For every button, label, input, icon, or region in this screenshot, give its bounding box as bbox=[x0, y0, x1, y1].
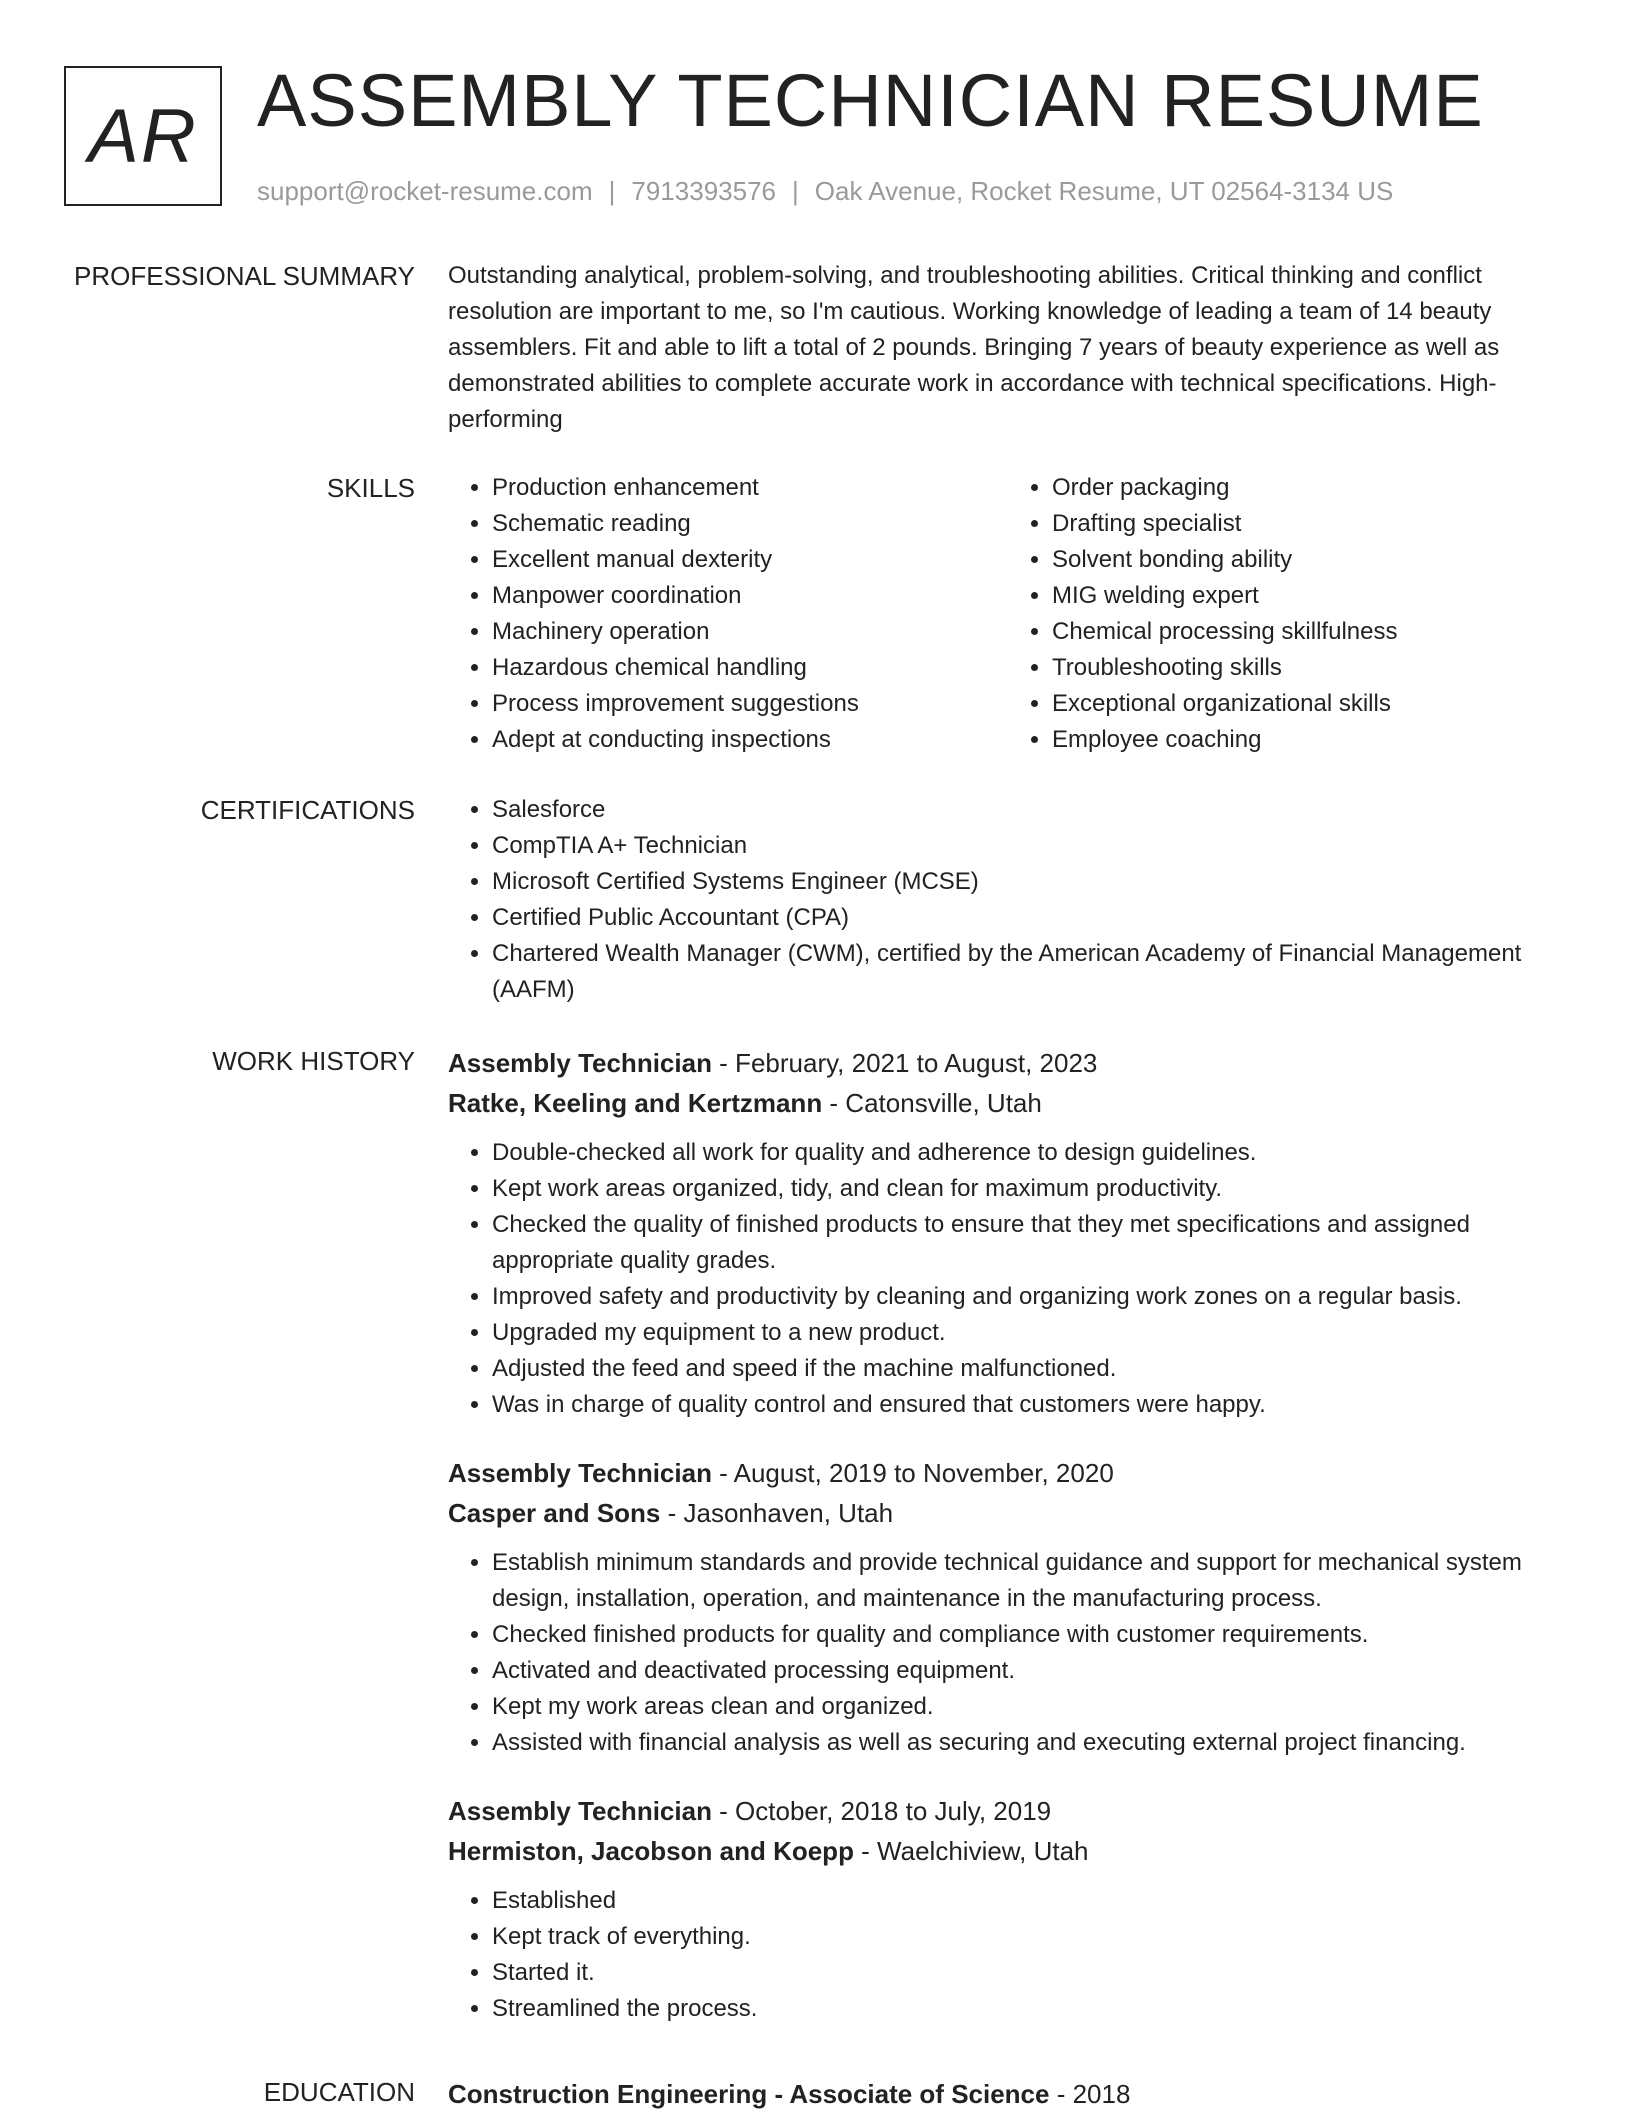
job-bullets bbox=[448, 1545, 1568, 1761]
job-dates: - October, 2018 to July, 2019 bbox=[711, 1796, 1052, 1826]
list-item: • Improved safety and productivity by cleaning and organizing work zones on a regular basis. bbox=[492, 1279, 1568, 1315]
contact-separator: | bbox=[608, 176, 616, 206]
list-item: • Solvent bonding ability bbox=[1052, 542, 1568, 578]
monogram-logo: AR bbox=[64, 66, 222, 206]
list-item: • Chemical processing skillfulness bbox=[1052, 614, 1568, 650]
job-company: Hermiston, Jacobson and Koepp bbox=[448, 1836, 854, 1866]
certifications-list bbox=[448, 792, 1568, 1008]
list-item: • Checked finished products for quality and compliance with customer requirements. bbox=[492, 1617, 1568, 1653]
list-item: • Hazardous chemical handling bbox=[492, 650, 1008, 686]
list-item: • Salesforce bbox=[492, 792, 1568, 828]
job-company: Casper and Sons bbox=[448, 1498, 661, 1528]
list-item: • Excellent manual dexterity bbox=[492, 542, 1008, 578]
list-item: • Activated and deactivated processing equipment. bbox=[492, 1653, 1568, 1689]
job-bullets bbox=[448, 1135, 1568, 1423]
contact-address: Oak Avenue, Rocket Resume, UT 02564-3134 US bbox=[814, 176, 1394, 206]
list-item: • Kept track of everything. bbox=[492, 1919, 1568, 1955]
education-year: - 2018 bbox=[1049, 2079, 1131, 2109]
job-title-line bbox=[448, 1043, 1568, 1083]
job-entry bbox=[448, 1043, 1568, 1423]
section-label-education: EDUCATION bbox=[263, 2077, 415, 2107]
list-item: • MIG welding expert bbox=[1052, 578, 1568, 614]
skills-list-right bbox=[1008, 470, 1568, 758]
job-bullets bbox=[448, 1883, 1568, 2027]
list-item: • Established bbox=[492, 1883, 1568, 1919]
list-item: • Machinery operation bbox=[492, 614, 1008, 650]
section-label-work: WORK HISTORY bbox=[212, 1046, 415, 1076]
list-item: • Schematic reading bbox=[492, 506, 1008, 542]
list-item: • Process improvement suggestions bbox=[492, 686, 1008, 722]
list-item: • Upgraded my equipment to a new product. bbox=[492, 1315, 1568, 1351]
education-content bbox=[448, 2074, 1568, 2114]
skills-content bbox=[448, 470, 1568, 758]
list-item: • Employee coaching bbox=[1052, 722, 1568, 758]
list-item: • Was in charge of quality control and ensured that customers were happy. bbox=[492, 1387, 1568, 1423]
list-item: • Establish minimum standards and provide technical guidance and support for mechanical system design, installation, operation, and maintenance in the manufacturing process. bbox=[492, 1545, 1568, 1617]
contact-line bbox=[257, 174, 1393, 208]
job-location: - Waelchiview, Utah bbox=[853, 1836, 1089, 1866]
job-dates: - August, 2019 to November, 2020 bbox=[711, 1458, 1114, 1488]
summary-content bbox=[448, 258, 1568, 438]
section-label-certifications: CERTIFICATIONS bbox=[200, 795, 415, 825]
list-item: • Microsoft Certified Systems Engineer (MCSE) bbox=[492, 864, 1568, 900]
skills-list-left bbox=[448, 470, 1008, 758]
job-title-line bbox=[448, 1453, 1568, 1493]
list-item: • Troubleshooting skills bbox=[1052, 650, 1568, 686]
list-item: • Checked the quality of finished products to ensure that they met specifications and assigned appropriate quality grades. bbox=[492, 1207, 1568, 1279]
list-item: • CompTIA A+ Technician bbox=[492, 828, 1568, 864]
job-company-line bbox=[448, 1083, 1568, 1123]
education-degree: Construction Engineering - Associate of Science bbox=[448, 2079, 1050, 2109]
work-content bbox=[448, 1043, 1568, 2027]
list-item: • Streamlined the process. bbox=[492, 1991, 1568, 2027]
list-item: • Started it. bbox=[492, 1955, 1568, 1991]
job-title: Assembly Technician bbox=[448, 1796, 712, 1826]
certifications-content bbox=[448, 792, 1568, 1008]
job-company-line bbox=[448, 1493, 1568, 1533]
job-entry bbox=[448, 1791, 1568, 2027]
job-company: Ratke, Keeling and Kertzmann bbox=[448, 1088, 823, 1118]
list-item: • Manpower coordination bbox=[492, 578, 1008, 614]
list-item: • Double-checked all work for quality and adherence to design guidelines. bbox=[492, 1135, 1568, 1171]
job-title-line bbox=[448, 1791, 1568, 1831]
contact-phone[interactable]: 7913393576 bbox=[631, 176, 776, 206]
list-item: • Assisted with financial analysis as well as securing and executing external project financing. bbox=[492, 1725, 1568, 1761]
section-label-summary: PROFESSIONAL SUMMARY bbox=[74, 261, 415, 291]
list-item: • Kept work areas organized, tidy, and clean for maximum productivity. bbox=[492, 1171, 1568, 1207]
resume-title: ASSEMBLY TECHNICIAN RESUME bbox=[257, 59, 1484, 142]
job-entry bbox=[448, 1453, 1568, 1761]
list-item: • Kept my work areas clean and organized. bbox=[492, 1689, 1568, 1725]
education-line bbox=[448, 2074, 1568, 2114]
contact-email[interactable]: support@rocket-resume.com bbox=[257, 176, 593, 206]
job-title: Assembly Technician bbox=[448, 1048, 712, 1078]
job-title: Assembly Technician bbox=[448, 1458, 712, 1488]
list-item: • Adjusted the feed and speed if the machine malfunctioned. bbox=[492, 1351, 1568, 1387]
section-label-skills: SKILLS bbox=[326, 473, 415, 503]
list-item: • Production enhancement bbox=[492, 470, 1008, 506]
job-location: - Catonsville, Utah bbox=[822, 1088, 1042, 1118]
job-company-line bbox=[448, 1831, 1568, 1871]
job-location: - Jasonhaven, Utah bbox=[660, 1498, 894, 1528]
job-dates: - February, 2021 to August, 2023 bbox=[711, 1048, 1098, 1078]
contact-separator: | bbox=[792, 176, 799, 206]
list-item: • Drafting specialist bbox=[1052, 506, 1568, 542]
list-item: • Chartered Wealth Manager (CWM), certified by the American Academy of Financial Management (AAFM) bbox=[492, 936, 1568, 1008]
list-item: • Exceptional organizational skills bbox=[1052, 686, 1568, 722]
list-item: • Certified Public Accountant (CPA) bbox=[492, 900, 1568, 936]
summary-text: Outstanding analytical, problem-solving, and troubleshooting abilities. Critical thinking and conflict resolution are important to me, so I'm cautious. Working knowledge of leading a team of 14 beauty assemblers. Fit and able to lift a total of 2 pounds. Bringing 7 years of beauty experience as well as demonstrated abilities to complete accurate work in accordance with technical specifications. High-performing bbox=[448, 262, 1500, 433]
list-item: • Order packaging bbox=[1052, 470, 1568, 506]
list-item: • Adept at conducting inspections bbox=[492, 722, 1008, 758]
